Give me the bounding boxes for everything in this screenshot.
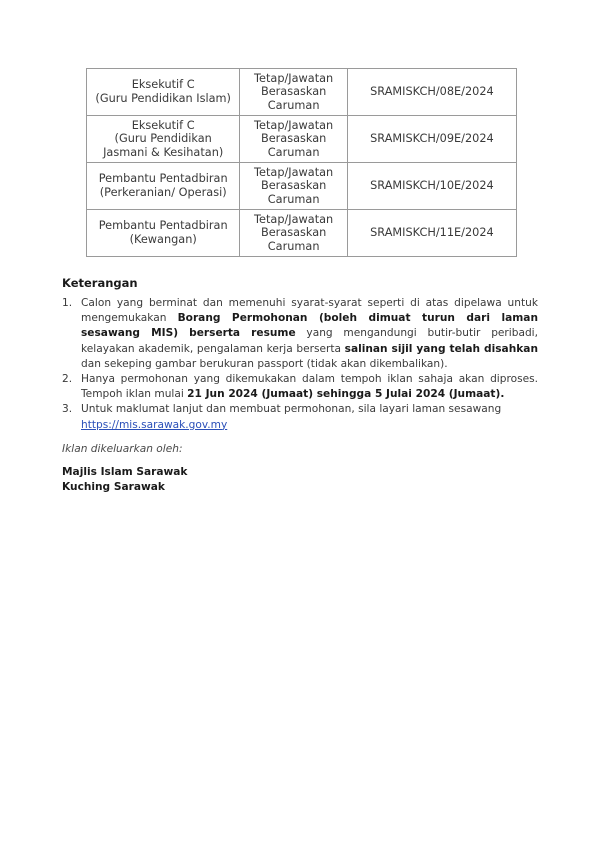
table-row: [87, 163, 517, 210]
issued-by-label: Iklan dikeluarkan oleh:: [62, 443, 183, 455]
reference-code-cell: SRAMISKCH/09E/2024: [347, 116, 516, 163]
note-item: 3. Untuk maklumat lanjut dan membuat permohonan, sila layari laman sesawang https://mis.sarawak.gov.my: [62, 403, 502, 431]
job-vacancy-table: [86, 68, 517, 257]
note-number: 1.: [62, 297, 73, 309]
appointment-type-cell: Tetap/Jawatan Berasaskan Caruman: [240, 163, 347, 210]
position-cell: Pembantu Pentadbiran (Kewangan): [87, 210, 240, 257]
bold-text: salinan sijil yang telah disahkan: [344, 342, 538, 355]
position-cell: Pembantu Pentadbiran (Perkeranian/ Operasi): [87, 163, 240, 210]
reference-code-cell: SRAMISKCH/10E/2024: [347, 163, 516, 210]
issuing-organization: Majlis Islam Sarawak Kuching Sarawak: [62, 466, 188, 493]
note-item: 1. Calon yang berminat dan memenuhi syarat-syarat seperti di atas dipelawa untuk mengemukakan Borang Permohonan (boleh dimuat turun dari laman sesawang MIS) berserta resume yang mengandungi butir-butir peribadi, kelayakan akademik, pengalaman kerja berserta salinan sijil yang telah disahkan dan sekeping gambar berukuran passport (tidak akan dikembalikan).: [62, 297, 538, 370]
note-item: 2. Hanya permohonan yang dikemukakan dalam tempoh iklan sahaja akan diproses. Tempoh iklan mulai 21 Jun 2024 (Jumaat) sehingga 5 Julai 2024 (Jumaat).: [62, 373, 538, 401]
appointment-type-cell: Tetap/Jawatan Berasaskan Caruman: [240, 116, 347, 163]
position-cell: Eksekutif C (Guru Pendidikan Jasmani & Kesihatan): [87, 116, 240, 163]
reference-code-cell: SRAMISKCH/11E/2024: [347, 210, 516, 257]
table-row: [87, 69, 517, 116]
bold-text: Borang Permohonan (boleh dimuat turun dari laman sesawang MIS) berserta resume: [81, 312, 538, 340]
application-period: 21 Jun 2024 (Jumaat) sehingga 5 Julai 2024 (Jumaat).: [187, 388, 505, 401]
position-cell: Eksekutif C (Guru Pendidikan Islam): [87, 69, 240, 116]
note-number: 3.: [62, 403, 73, 416]
notes-heading: Keterangan: [62, 276, 138, 290]
appointment-type-cell: Tetap/Jawatan Berasaskan Caruman: [240, 69, 347, 116]
reference-code-cell: SRAMISKCH/08E/2024: [347, 69, 516, 116]
mis-website-link[interactable]: https://mis.sarawak.gov.my: [81, 418, 228, 431]
appointment-type-cell: Tetap/Jawatan Berasaskan Caruman: [240, 210, 347, 257]
table-row: [87, 210, 517, 257]
note-number: 2.: [62, 373, 73, 386]
notes-list: [62, 296, 538, 433]
table-row: [87, 116, 517, 163]
